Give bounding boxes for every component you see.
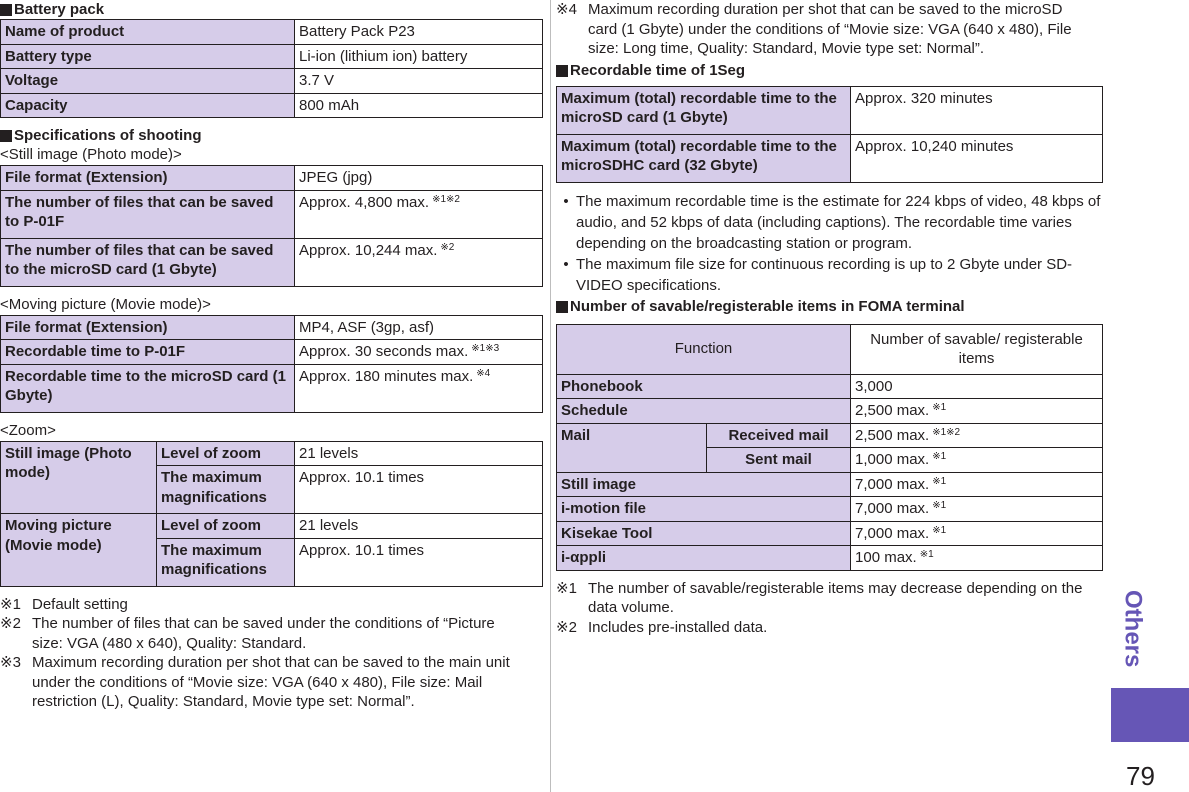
received-mail-label: Received mail — [707, 423, 851, 448]
battery-value: 800 mAh — [295, 93, 543, 118]
shooting-notes — [0, 595, 543, 712]
spec-value: Approx. 4,800 max. $^{※1※2}$ — [295, 190, 543, 238]
oneseg-value: Approx. 10,240 minutes — [851, 134, 1103, 182]
column-divider — [550, 0, 551, 792]
items-section-title: Number of savable/registerable items in FOMA terminal — [556, 298, 1103, 317]
footnote-ref: ※4 — [476, 367, 491, 379]
footnote: ※1 The number of savable/registerable items may decrease depending on the data volume. — [556, 579, 1083, 616]
footnote: ※2 The number of files that can be saved under the conditions of “Picture size: VGA (480 x 640), Quality: Standard. — [0, 615, 495, 652]
spec-label: Recordable time to P-01F — [1, 340, 295, 365]
item-value: 1,000 max. $^{※1}$ — [851, 448, 1103, 473]
spec-label: Recordable time to the microSD card (1 Gbyte) — [1, 364, 295, 412]
footnote-ref: ※1 — [932, 451, 947, 462]
table-row — [1, 340, 543, 365]
battery-value: Battery Pack P23 — [295, 20, 543, 45]
battery-label: Battery type — [1, 44, 295, 69]
oneseg-label: Maximum (total) recordable time to the microSDHC card (32 Gbyte) — [557, 134, 851, 182]
spec-value: Approx. 30 seconds max. $^{※1※3}$ — [295, 340, 543, 365]
spec-label: The number of files that can be saved to P-01F — [1, 190, 295, 238]
spec-label: File format (Extension) — [1, 166, 295, 191]
table-row — [557, 374, 1103, 399]
item-label: Kisekae Tool — [557, 521, 851, 546]
zoom-table — [0, 441, 543, 587]
movie-subtitle: <Moving picture (Movie mode)> — [0, 295, 211, 313]
battery-value: Li-ion (lithium ion) battery — [295, 44, 543, 69]
table-row — [1, 44, 543, 69]
footnote: ※3 Maximum recording duration per shot that can be saved to the main unit under the conditions of “Movie size: VGA (640 x 480), File size: Mail restriction (L), Quality: Standard, Movie type set: Normal”. — [0, 654, 510, 710]
footnote-ref: ※1 — [932, 475, 947, 487]
zoom-level-value: 21 levels — [295, 441, 543, 466]
zoom-max-value: Approx. 10.1 times — [295, 466, 543, 514]
right-column — [556, 0, 1103, 637]
battery-label: Voltage — [1, 69, 295, 94]
battery-label: Name of product — [1, 20, 295, 45]
table-row — [1, 69, 543, 94]
footnote: ※4 Maximum recording duration per shot that can be saved to the microSD card (1 Gbyte) under the conditions of “Movie size: VGA (640 x 480), File size: Long time, Quality: Standard, Movie type set: Normal”. — [556, 1, 1072, 57]
item-value: 2,500 max. $^{※1}$ — [851, 399, 1103, 424]
spec-label: The number of files that can be saved to the microSD card (1 Gbyte) — [1, 238, 295, 286]
table-row — [557, 521, 1103, 546]
items-notes — [556, 579, 1103, 638]
item-label: Phonebook — [557, 374, 851, 399]
table-row — [1, 315, 543, 340]
movie-spec-table — [0, 315, 543, 413]
zoom-max-label: The maximum magnifications — [157, 466, 295, 514]
footnote-ref: ※1 — [932, 524, 947, 536]
oneseg-table — [556, 86, 1103, 183]
table-row — [557, 546, 1103, 571]
item-value: 2,500 max. $^{※1※2}$ — [851, 423, 1103, 448]
zoom-mode: Moving picture (Movie mode) — [1, 514, 157, 587]
table-row — [557, 134, 1103, 182]
zoom-max-label: The maximum magnifications — [157, 538, 295, 586]
footnote-ref: ※1※3 — [471, 343, 500, 354]
square-bullet-icon — [556, 65, 568, 77]
sent-mail-label: Sent mail — [707, 448, 851, 473]
table-header-row — [557, 324, 1103, 374]
battery-section-title: Battery pack — [0, 0, 543, 19]
item-value: 7,000 max. $^{※1}$ — [851, 497, 1103, 522]
zoom-mode: Still image (Photo mode) — [1, 441, 157, 514]
zoom-level-value: 21 levels — [295, 514, 543, 539]
footnote-ref: ※1※2 — [432, 193, 460, 205]
zoom-max-value: Approx. 10.1 times — [295, 538, 543, 586]
spec-value: Approx. 10,244 max. $^{※2}$ — [295, 238, 543, 286]
footnote-ref: ※2 — [440, 241, 455, 253]
table-row — [1, 514, 543, 539]
table-row — [1, 441, 543, 466]
item-value: 7,000 max. $^{※1}$ — [851, 472, 1103, 497]
bullet-item: • The maximum recordable time is the estimate for 224 kbps of video, 48 kbps of audio, and 52 kbps of data (including captions). The recordable time varies depending on the broadcasting station or program. — [563, 192, 1101, 252]
spec-value: JPEG (jpg) — [295, 166, 543, 191]
table-row — [1, 238, 543, 286]
spec-value: MP4, ASF (3gp, asf) — [295, 315, 543, 340]
table-row — [557, 399, 1103, 424]
table-row — [1, 190, 543, 238]
shooting-notes-continued — [556, 0, 1103, 59]
still-subtitle: <Still image (Photo mode)> — [0, 146, 182, 164]
header-number: Number of savable/ registerable items — [851, 324, 1103, 374]
battery-value: 3.7 V — [295, 69, 543, 94]
item-label: i-motion file — [557, 497, 851, 522]
oneseg-section-title: Recordable time of 1Seg — [556, 62, 1103, 81]
section-tab-marker — [1111, 688, 1189, 742]
item-label: Still image — [557, 472, 851, 497]
table-row — [557, 423, 1103, 448]
footnote: ※2 Includes pre-installed data. — [556, 618, 768, 636]
table-row — [557, 472, 1103, 497]
footnote-ref: ※1 — [932, 402, 947, 413]
header-function: Function — [557, 324, 851, 374]
footnote: ※1 Default setting — [0, 595, 128, 613]
square-bullet-icon — [556, 301, 568, 313]
mail-label: Mail — [557, 423, 707, 472]
zoom-level-label: Level of zoom — [157, 514, 295, 539]
shooting-section-title: Specifications of shooting — [0, 126, 543, 145]
oneseg-label: Maximum (total) recordable time to the microSD card (1 Gbyte) — [557, 86, 851, 134]
spec-label: File format (Extension) — [1, 315, 295, 340]
item-label: i-αppli — [557, 546, 851, 571]
items-table — [556, 324, 1103, 571]
square-bullet-icon — [0, 130, 12, 142]
item-value: 3,000 — [851, 374, 1103, 399]
table-row — [1, 166, 543, 191]
item-value: 100 max. $^{※1}$ — [851, 546, 1103, 571]
zoom-subtitle: <Zoom> — [0, 421, 56, 439]
footnote-ref: ※1※2 — [932, 426, 961, 438]
table-row — [557, 497, 1103, 522]
zoom-level-label: Level of zoom — [157, 441, 295, 466]
oneseg-value: Approx. 320 minutes — [851, 86, 1103, 134]
footnote-ref: ※1 — [932, 500, 947, 511]
section-side-label: Others — [1119, 590, 1147, 668]
table-row — [1, 20, 543, 45]
footnote-ref: ※1 — [919, 549, 934, 560]
table-row — [557, 86, 1103, 134]
page-number: 79 — [1126, 761, 1155, 791]
bullet-item: • The maximum file size for continuous recording is up to 2 Gbyte under SD-VIDEO specifications. — [563, 255, 1073, 294]
table-row — [1, 93, 543, 118]
table-row — [1, 364, 543, 412]
battery-table — [0, 19, 543, 118]
left-column — [0, 0, 543, 712]
oneseg-bullets — [556, 191, 1103, 296]
item-label: Schedule — [557, 399, 851, 424]
square-bullet-icon — [0, 4, 12, 16]
spec-value: Approx. 180 minutes max. $^{※4}$ — [295, 364, 543, 412]
battery-label: Capacity — [1, 93, 295, 118]
still-spec-table — [0, 165, 543, 287]
item-value: 7,000 max. $^{※1}$ — [851, 521, 1103, 546]
